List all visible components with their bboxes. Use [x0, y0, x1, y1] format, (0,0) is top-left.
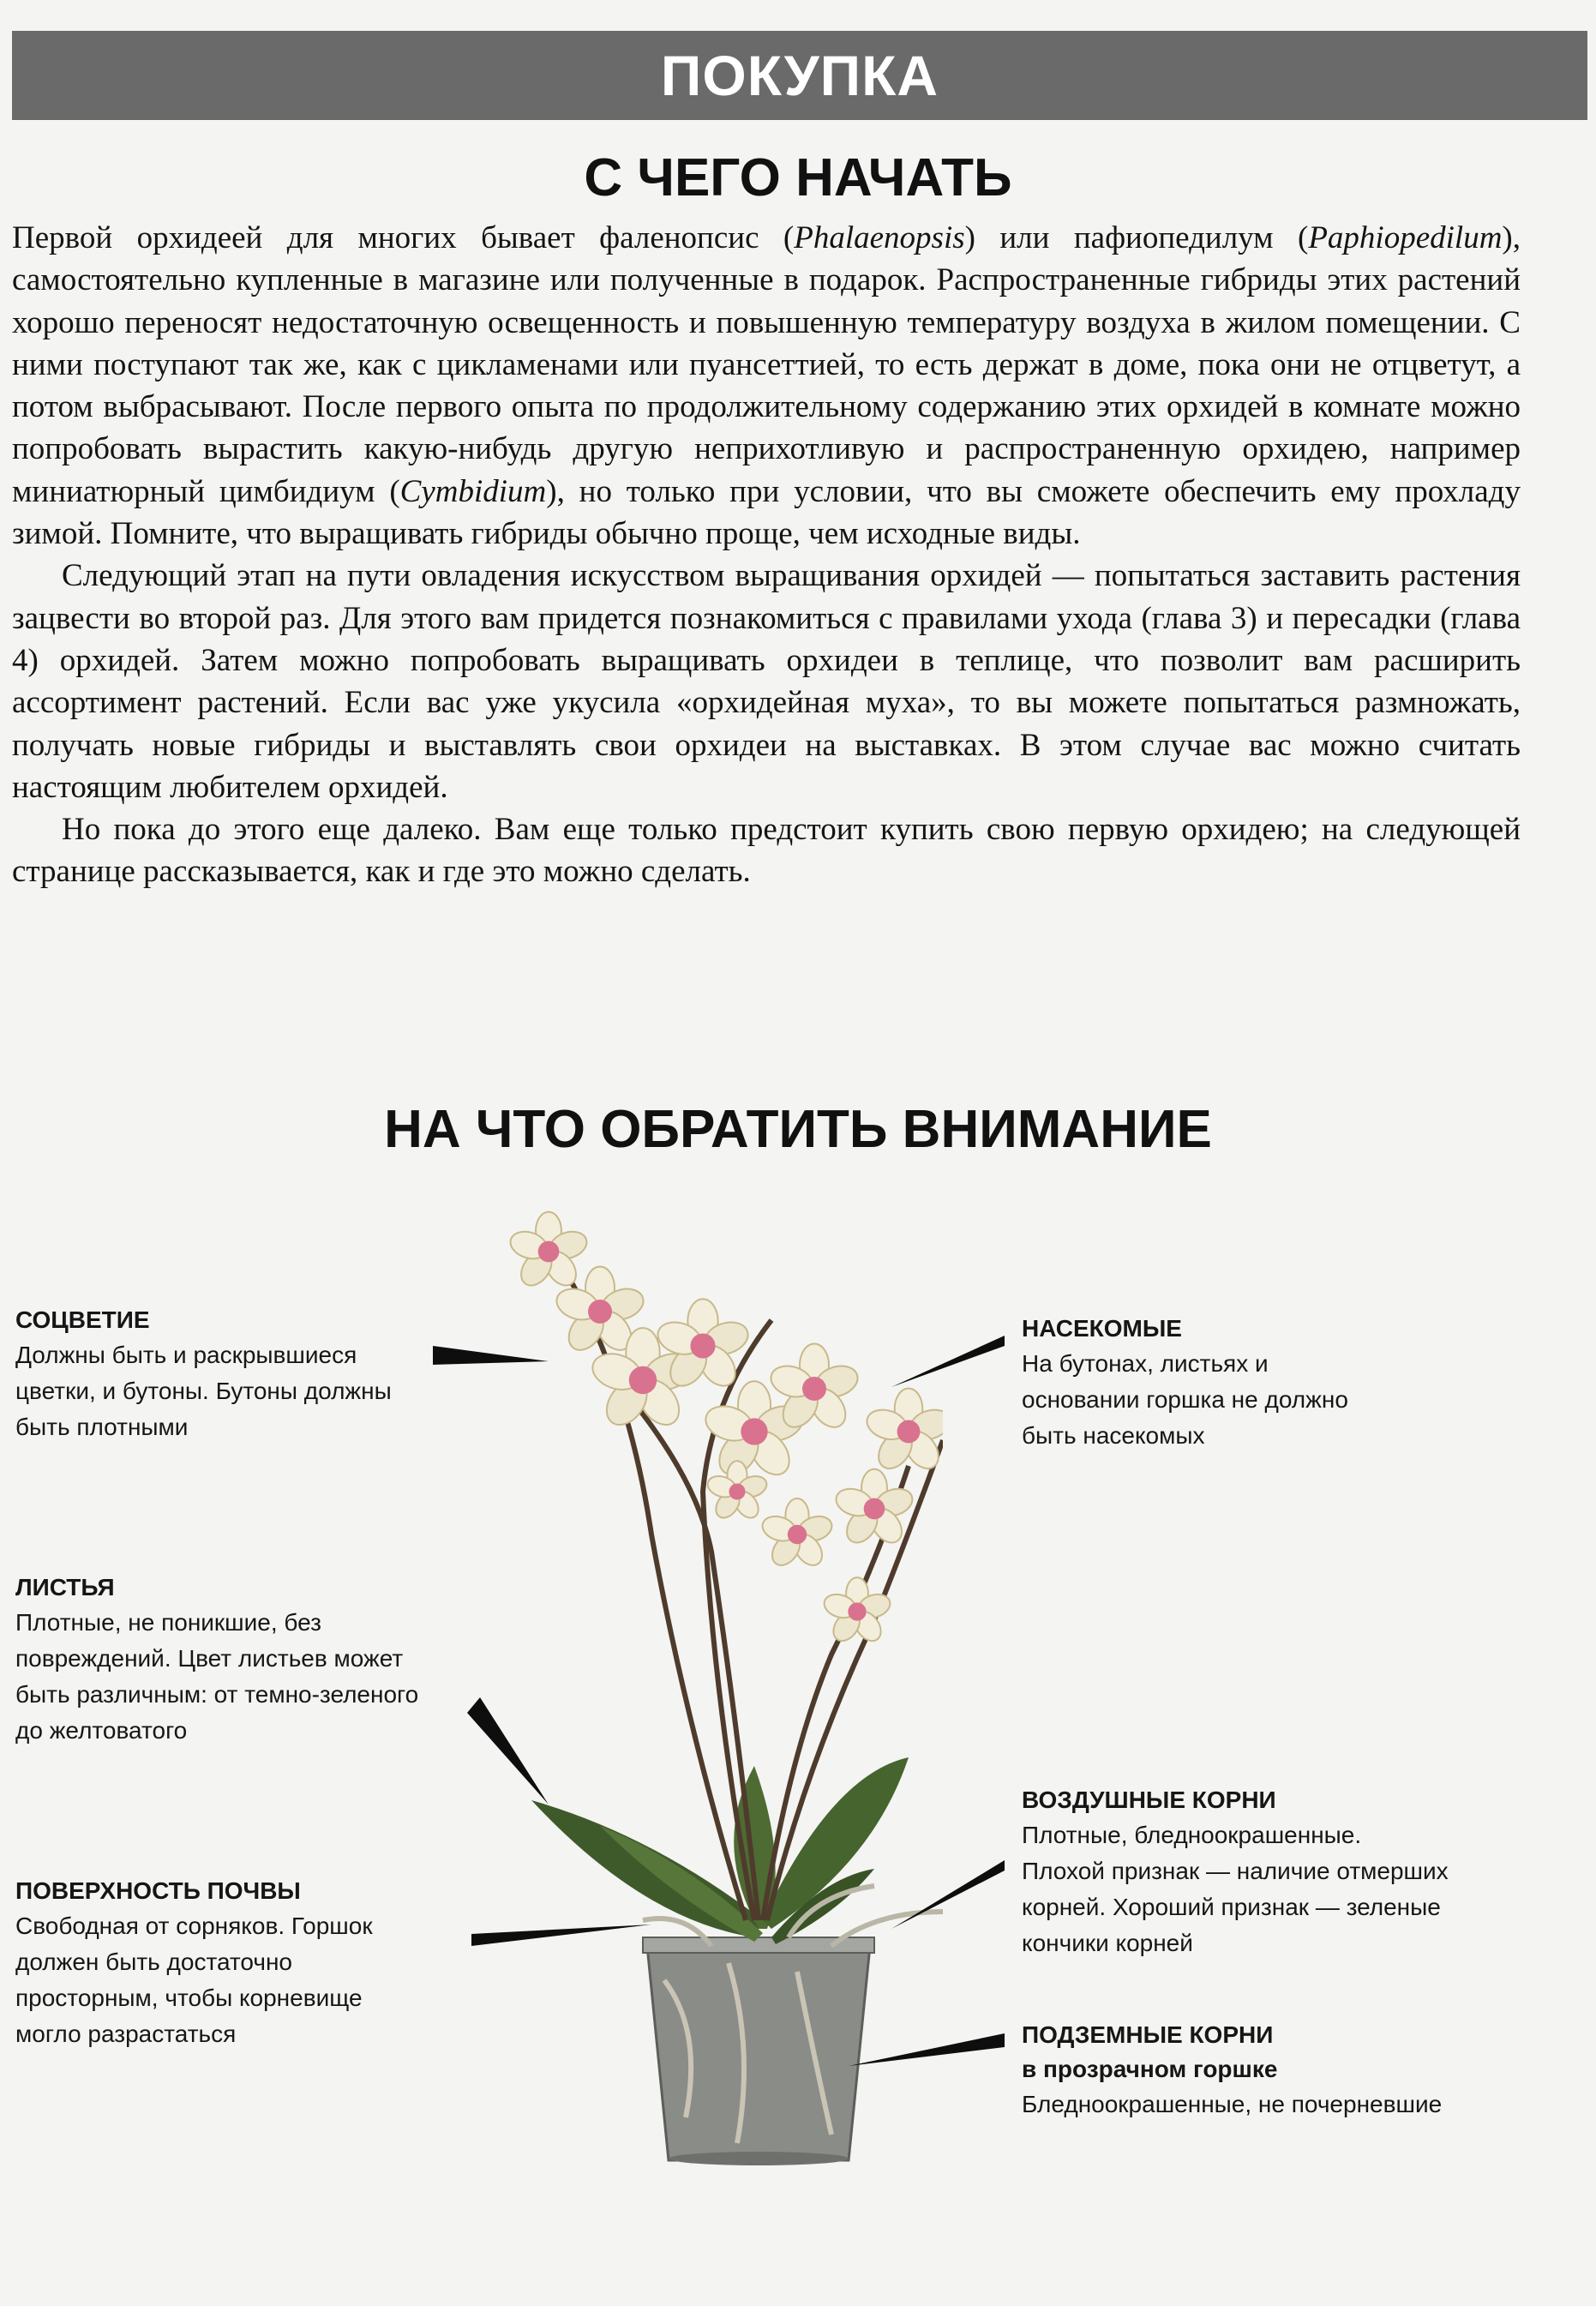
callout-aerial-roots: [1022, 1783, 1536, 1961]
body-text: [12, 217, 1521, 893]
leaves: [531, 1757, 909, 1944]
callout-line: могло разрастаться: [15, 2021, 237, 2047]
latin-name: Paphiopedilum: [1308, 220, 1503, 255]
header-band: [12, 31, 1587, 120]
callout-line: должен быть достаточно: [15, 1949, 292, 1975]
callout-line: Плотные, не поникшие, без: [15, 1609, 321, 1636]
callout-inflorescence: [15, 1303, 461, 1445]
callout-line: быть насекомых: [1022, 1422, 1205, 1449]
callout-line: повреждений. Цвет листьев может: [15, 1645, 404, 1672]
callout-line: быть плотными: [15, 1414, 189, 1440]
orchid-flower: [507, 1212, 590, 1291]
callout-line: быть различным: от темно-зеленого: [15, 1681, 419, 1708]
flowers: [507, 1212, 943, 1646]
callout-heading: ПОВЕРХНОСТЬ ПОЧВЫ: [15, 1877, 301, 1904]
callout-line: корней. Хороший признак — зеленые: [1022, 1894, 1441, 1920]
latin-name: Cymbidium: [399, 473, 547, 509]
callout-line: кончики корней: [1022, 1930, 1193, 1956]
callout-heading: ЛИСТЬЯ: [15, 1574, 115, 1600]
callout-line: до желтоватого: [15, 1717, 188, 1744]
callout-heading: НАСЕКОМЫЕ: [1022, 1315, 1182, 1342]
pot: [643, 1937, 874, 2165]
orchid-flower: [863, 1389, 943, 1475]
callout-line: цветки, и бутоны. Бутоны должны: [15, 1378, 392, 1404]
callout-line: Бледноокрашенные, не почерневшие: [1022, 2091, 1443, 2117]
header-title: ПОКУПКА: [660, 44, 939, 107]
orchid-flower: [705, 1461, 769, 1522]
callout-leaves: [15, 1570, 478, 1749]
section-title-start: С ЧЕГО НАЧАТЬ: [584, 148, 1012, 207]
orchid-illustration: [429, 1209, 943, 2169]
paragraph-1: Первой орхидеей для многих бывает фаленопсис (Phalaenopsis) или пафиопедилум (Paphiopedilum), самостоятельно купленные в магазине или полученные в подарок. Распространенные гибриды этих растений хорошо переносят недостаточную освещенность и повышенную температуру воздуха в жилом помещении. С ними поступают так же, как с цикламенами или пуансеттией, то есть держат в доме, пока они не отцветут, а потом выбрасывают. После первого опыта по продолжительному содержанию этих орхидей в комнате можно попробовать вырастить какую-нибудь другую неприхотливую и распространенную орхидею, например миниатюрный цимбидиум (Cymbidium), но только при условии, что вы сможете обеспечить ему прохладу зимой. Помните, что выращивать гибриды обычно проще, чем исходные виды.: [12, 220, 1521, 552]
callout-heading: ПОДЗЕМНЫЕ КОРНИ: [1022, 2021, 1274, 2048]
callout-line: просторным, чтобы корневище: [15, 1985, 363, 2011]
orchid-flower: [759, 1498, 835, 1570]
callout-line: Свободная от сорняков. Горшок: [15, 1913, 373, 1939]
section-title-attention: НА ЧТО ОБРАТИТЬ ВНИМАНИЕ: [384, 1100, 1212, 1159]
callout-line: Должны быть и раскрывшиеся: [15, 1342, 357, 1368]
callout-soil: [15, 1874, 461, 2052]
paragraph-2: Следующий этап на пути овладения искусством выращивания орхидей — попытаться заставить растения зацвести во второй раз. Для этого вам придется познакомиться с правилами ухода (глава 3) и пересадки (глава 4) орхидей. Затем можно попробовать выращивать орхидеи в теплице, что позволит вам расширить ассортимент растений. Если вас уже укусила «орхидейная муха», то вы можете попытаться размножать, получать новые гибриды и выставлять свои орхидеи на выставках. В этом случае вас можно считать настоящим любителем орхидей.: [12, 558, 1521, 805]
callout-line: Плотные, бледноокрашенные.: [1022, 1822, 1362, 1848]
callout-heading: СОЦВЕТИЕ: [15, 1306, 150, 1333]
callout-insects: [1022, 1312, 1485, 1454]
callout-line: основании горшка не должно: [1022, 1386, 1348, 1413]
callout-heading: ВОЗДУШНЫЕ КОРНИ: [1022, 1787, 1276, 1813]
callout-line: Плохой признак — наличие отмерших: [1022, 1858, 1449, 1884]
orchid-flower: [821, 1577, 893, 1646]
callout-subheading: в прозрачном горшке: [1022, 2056, 1278, 2082]
paragraph-3: Но пока до этого еще далеко. Вам еще только предстоит купить свою первую орхидею; на следующей странице рассказывается, как и где это можно сделать.: [12, 812, 1521, 890]
latin-name: Phalaenopsis: [794, 220, 965, 255]
callout-underground-roots: [1022, 2018, 1536, 2123]
callout-line: На бутонах, листьях и: [1022, 1350, 1269, 1377]
